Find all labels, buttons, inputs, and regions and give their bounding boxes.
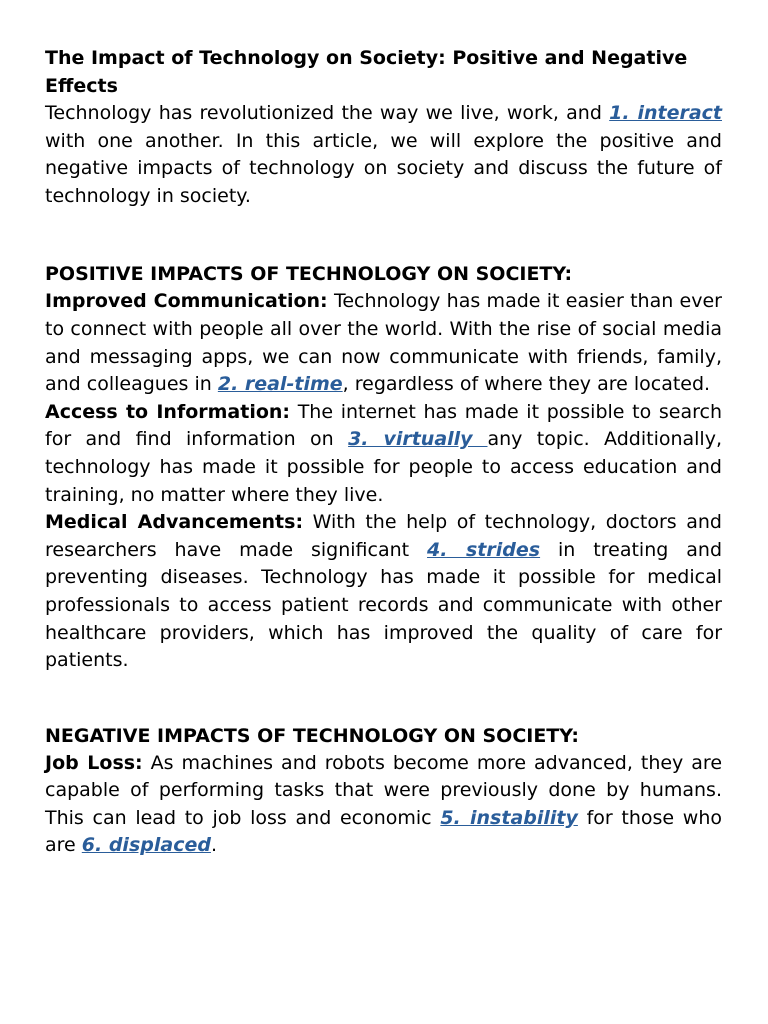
information-text-before: The internet has made it possible to search for and find information on xyxy=(45,400,722,451)
information-paragraph xyxy=(45,399,722,509)
job-loss-text-after: . xyxy=(210,834,217,857)
job-loss-lead: Job Loss: xyxy=(45,751,143,774)
footnote-link-1[interactable]: 1. interact xyxy=(609,102,722,124)
job-loss-text-middle: for those who are xyxy=(45,806,723,857)
footnote-link-6[interactable]: 6. displaced xyxy=(81,834,211,857)
title-bold-part: The Impact of Technology on Society: xyxy=(45,47,446,69)
document-title xyxy=(45,44,722,100)
medical-text-before: With the help of technology, doctors and researchers have made significant xyxy=(45,511,722,561)
footnote-link-4[interactable]: 4. strides xyxy=(427,538,541,561)
medical-text-after: in treating and preventing diseases. Technology has made it possible for medical professionals to access patient records and communicate with other healthcare providers, which has improved the quality of care for patients. xyxy=(45,538,723,672)
footnote-link-5[interactable]: 5. instability xyxy=(440,806,578,829)
positive-impacts-heading: POSITIVE IMPACTS OF TECHNOLOGY ON SOCIETY: xyxy=(45,263,573,286)
communication-lead: Improved Communication: xyxy=(45,290,328,313)
intro-text-before: Technology has revolutionized the way we live, work, and xyxy=(45,102,610,124)
communication-text-after: , regardless of where they are located. xyxy=(342,373,711,396)
job-loss-paragraph xyxy=(45,750,722,860)
title-rest: Positive and Negative Effects xyxy=(45,47,688,97)
document-page xyxy=(45,44,722,860)
intro-text-after: with one another. In this article, we will explore the positive and negative impacts of technology on society and discuss the future of technology in society. xyxy=(45,129,722,207)
job-loss-text-before: As machines and robots become more advanced, they are capable of performing tasks that were previously done by humans. This can lead to job loss and economic xyxy=(45,751,723,829)
footnote-link-2[interactable]: 2. real-time xyxy=(217,373,343,396)
information-lead: Access to Information: xyxy=(45,400,291,423)
footnote-link-3[interactable]: 3. virtually xyxy=(348,428,488,451)
intro-paragraph xyxy=(45,100,722,210)
medical-paragraph xyxy=(45,509,722,675)
information-text-after: any topic. Additionally, technology has made it possible for people to access education and training, no matter where they live. xyxy=(45,428,722,506)
negative-impacts-heading: NEGATIVE IMPACTS OF TECHNOLOGY ON SOCIETY: xyxy=(45,724,579,747)
communication-paragraph xyxy=(45,288,722,398)
medical-lead: Medical Advancements: xyxy=(45,511,304,534)
communication-text-before: Technology has made it easier than ever to connect with people all over the world. With the rise of social media and messaging apps, we can now communicate with friends, family, and colleagues in xyxy=(45,290,722,396)
